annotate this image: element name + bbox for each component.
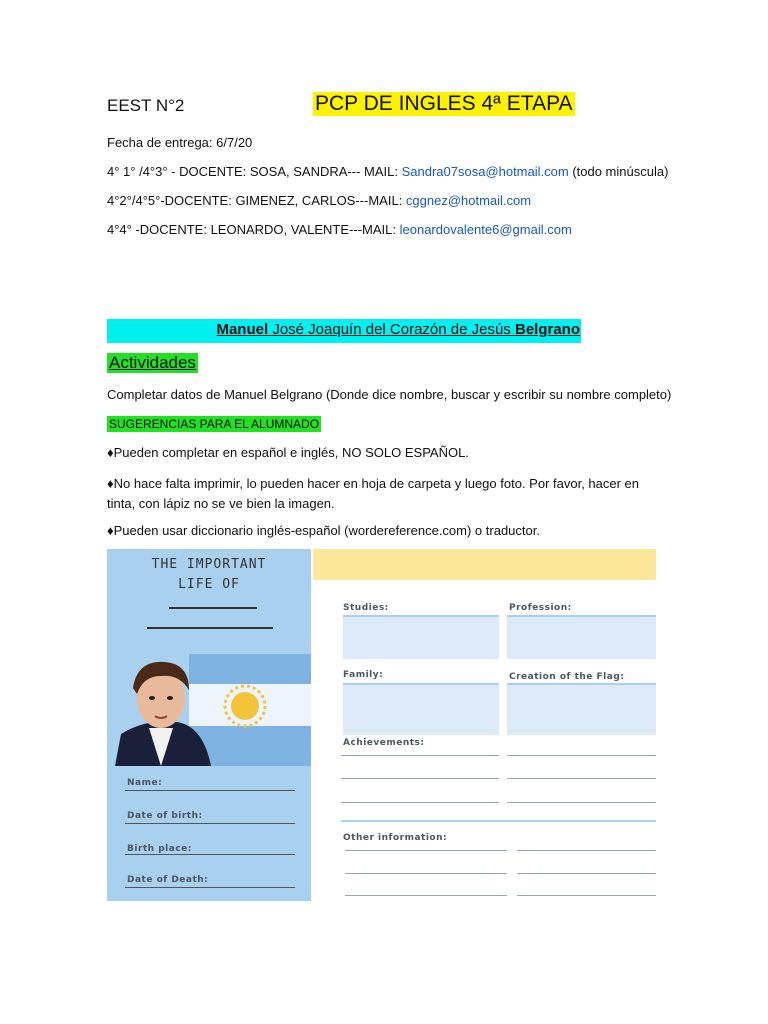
achievements-line-2b[interactable] — [507, 778, 656, 779]
teacher-1-text: 4° 1° /4°3° - DOCENTE: SOSA, SANDRA--- MAIL: — [107, 164, 402, 179]
section-divider — [341, 820, 656, 822]
suggestion-3: ♦Pueden usar diccionario inglés-español (wordereference.com) o traductor. — [107, 523, 540, 538]
birth-place-field-line[interactable] — [125, 854, 295, 855]
worksheet-title-line2: LIFE OF — [178, 577, 240, 592]
teacher-2-mail-link[interactable]: cggnez@hotmail.com — [405, 193, 532, 208]
achievements-line-3b[interactable] — [507, 802, 656, 803]
teacher-line-2 — [107, 193, 531, 208]
teacher-line-3 — [107, 222, 572, 237]
other-line-3b[interactable] — [517, 895, 656, 896]
teacher-1-suffix: (todo minúscula) — [568, 164, 669, 179]
name-blank-line-2 — [147, 627, 273, 629]
achievements-line-2a[interactable] — [341, 778, 499, 779]
instruction-text: Completar datos de Manuel Belgrano (Donde dice nombre, buscar y escribir su nombre completo) — [107, 387, 672, 402]
school-name: EEST N°2 — [107, 96, 185, 115]
activities-heading: Actividades — [109, 353, 196, 372]
fullname-heading — [107, 321, 581, 338]
teacher-3-mail-link[interactable]: leonardovalente6@gmail.com — [399, 222, 572, 237]
suggestions-heading: SUGERENCIAS PARA EL ALUMNADO — [109, 417, 320, 431]
name-field-line[interactable] — [125, 790, 295, 791]
other-line-2b[interactable] — [517, 873, 656, 874]
date-of-birth-field-line[interactable] — [125, 823, 295, 824]
studies-label: Studies: — [343, 603, 389, 613]
creation-of-flag-label: Creation of the Flag: — [509, 672, 625, 682]
other-line-1a[interactable] — [345, 850, 507, 851]
other-line-1b[interactable] — [517, 850, 656, 851]
page-title: PCP DE INGLES 4ª ETAPA — [315, 92, 573, 115]
other-line-2a[interactable] — [345, 873, 507, 874]
name-label: Name: — [127, 778, 163, 788]
achievements-label: Achievements: — [343, 738, 425, 748]
profession-box[interactable] — [507, 615, 656, 659]
worksheet-image — [107, 549, 656, 901]
teacher-2-text: 4°2°/4°5°-DOCENTE: GIMENEZ, CARLOS---MAIL: — [107, 193, 406, 208]
teacher-line-1 — [107, 164, 668, 179]
creation-of-flag-box[interactable] — [507, 683, 656, 735]
other-line-3a[interactable] — [345, 895, 507, 896]
delivery-date: Fecha de entrega: 6/7/20 — [107, 135, 253, 150]
family-box[interactable] — [343, 683, 499, 735]
worksheet-yellow-band — [313, 549, 656, 580]
belgrano-portrait — [107, 654, 311, 766]
date-of-death-field-line[interactable] — [125, 887, 295, 888]
achievements-line-1b[interactable] — [507, 755, 656, 756]
studies-box[interactable] — [343, 615, 499, 659]
birth-place-label: Birth place: — [127, 844, 192, 854]
profession-label: Profession: — [509, 603, 572, 613]
teacher-1-mail-link[interactable]: Sandra07sosa@hotmail.com — [401, 164, 569, 179]
family-label: Family: — [343, 670, 384, 680]
name-blank-line-1 — [169, 607, 257, 609]
achievements-line-3a[interactable] — [341, 802, 499, 803]
teacher-3-text: 4°4° -DOCENTE: LEONARDO, VALENTE---MAIL: — [107, 222, 400, 237]
date-of-birth-label: Date of birth: — [127, 811, 203, 821]
suggestion-2: ♦No hace falta imprimir, lo pueden hacer en hoja de carpeta y luego foto. Por favor, hacer en tinta, con lápiz no se ve bien la imagen. — [107, 476, 640, 511]
achievements-line-1a[interactable] — [341, 755, 499, 756]
other-information-label: Other information: — [343, 833, 448, 843]
fullname-last: Belgrano — [514, 321, 580, 338]
fullname-first: Manuel — [216, 321, 269, 338]
suggestion-1: ♦Pueden completar en español e inglés, NO SOLO ESPAÑOL. — [107, 445, 469, 460]
worksheet-title-line1: THE IMPORTANT — [151, 557, 267, 572]
date-of-death-label: Date of Death: — [127, 875, 209, 885]
fullname-middle: José Joaquín del Corazón de Jesús — [268, 321, 515, 338]
